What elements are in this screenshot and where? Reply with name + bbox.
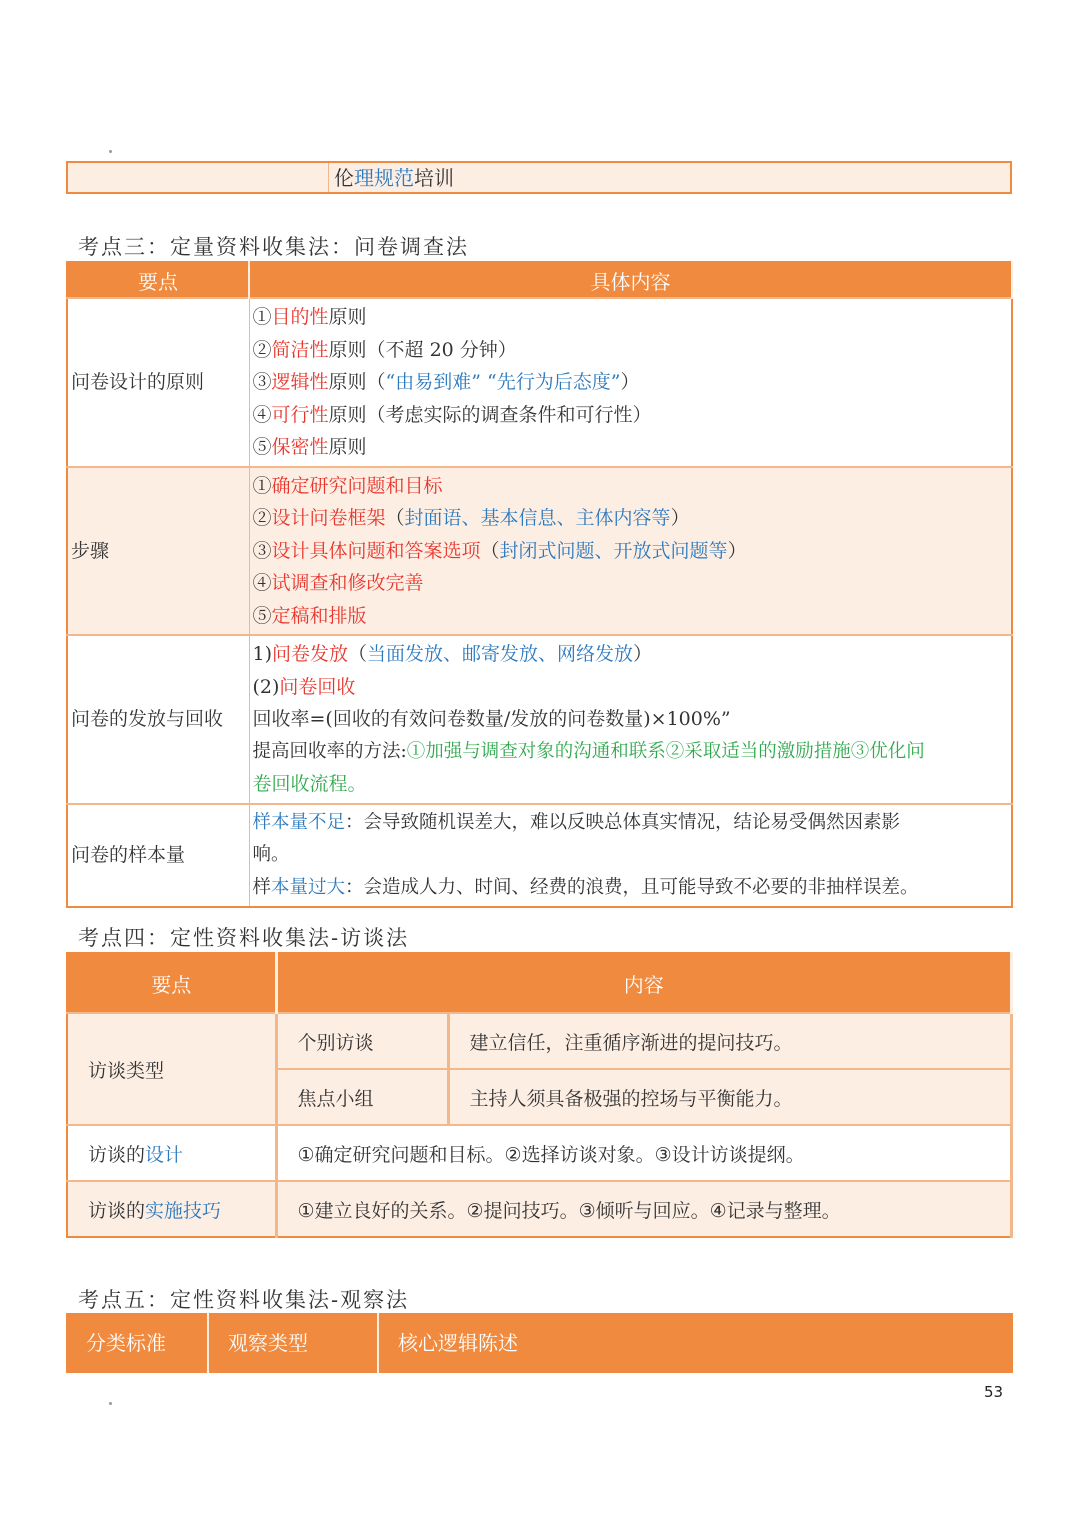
content-line: ②设计问卷框架（封面语、基本信息、主体内容等）	[252, 507, 690, 529]
section3-heading: 考点三：定量资料收集法：问卷调查法	[78, 235, 469, 259]
row-content	[249, 298, 1012, 467]
observation-table-header	[66, 1313, 1013, 1373]
row-key: 访谈的设计	[67, 1125, 276, 1181]
content-line: 1)问卷发放（当面发放、邮寄发放、网络发放）	[252, 643, 653, 665]
content-line: 样本量不足：会导致随机误差大，难以反映总体真实情况，结论易受偶然因素影	[252, 811, 901, 833]
row-key: 问卷的样本量	[67, 804, 249, 908]
content-line: ①目的性原则	[252, 306, 367, 328]
table-row	[67, 1013, 1012, 1069]
cell-text-highlight: 理规范	[354, 166, 414, 190]
content-line: ③设计具体问题和答案选项（封闭式问题、开放式问题等）	[252, 539, 747, 562]
col-header-logic: 核心逻辑陈述	[398, 1331, 518, 1355]
content-line: 卷回收流程。	[252, 773, 367, 795]
row-content	[249, 467, 1012, 636]
content-line: ①确定研究问题和目标	[252, 474, 443, 497]
content-line: ⑤定稿和排版	[252, 604, 367, 627]
content-line: ⑤保密性原则	[252, 436, 367, 458]
header-divider	[377, 1313, 379, 1373]
content-line: ④可行性原则（考虑实际的调查条件和可行性）	[252, 403, 652, 426]
prev-table-cell-text	[334, 166, 454, 190]
cell-text-part: 伦	[334, 166, 354, 190]
interview-table	[66, 952, 1013, 1238]
content-line: 回收率=(回收的有效问卷数量/发放的问卷数量)×100%”	[252, 708, 731, 730]
row-key: 步骤	[67, 467, 249, 636]
type-name: 个别访谈	[276, 1013, 448, 1069]
cell-text-part: 培训	[414, 166, 454, 190]
row-content: ①建立良好的关系。②提问技巧。③倾听与回应。④记录与整理。	[276, 1181, 1012, 1237]
content-line: 响。	[252, 844, 290, 865]
row-content	[249, 635, 1012, 804]
row-key: 访谈的实施技巧	[67, 1181, 276, 1237]
type-desc: 主持人须具备极强的控场与平衡能力。	[448, 1069, 1012, 1125]
content-line: 样本量过大：会造成人力、时间、经费的浪费，且可能导致不必要的非抽样误差。	[252, 876, 919, 898]
section5-heading: 考点五：定性资料收集法-观察法	[78, 1288, 410, 1312]
prev-table-last-row	[66, 161, 1012, 194]
row-key: 问卷设计的原则	[67, 298, 249, 467]
table-row	[67, 298, 1012, 467]
section4-heading: 考点四：定性资料收集法-访谈法	[78, 926, 410, 950]
content-line: (2)问卷回收	[252, 675, 356, 698]
top-dot-mark	[109, 150, 112, 153]
row-content	[249, 804, 1012, 908]
col-header-content: 具体内容	[249, 262, 1012, 298]
col-header-content: 内容	[276, 953, 1012, 1013]
content-line: 提高回收率的方法:①加强与调查对象的沟通和联系②采取适当的激励措施③优化问	[252, 740, 925, 762]
bottom-dot-mark	[109, 1402, 112, 1405]
prev-table-divider	[328, 163, 329, 192]
table-header-row	[67, 953, 1012, 1013]
table-row	[67, 804, 1012, 908]
header-divider	[207, 1313, 209, 1373]
content-line: ③逻辑性原则（“由易到难” “先行为后态度”）	[252, 371, 640, 393]
col-header-key: 要点	[67, 953, 276, 1013]
table-header-row	[67, 262, 1012, 298]
table-row	[67, 467, 1012, 636]
type-name: 焦点小组	[276, 1069, 448, 1125]
content-line: ④试调查和修改完善	[252, 572, 424, 594]
content-line: ②简洁性原则（不超 20 分钟）	[252, 338, 517, 361]
table-row	[67, 1125, 1012, 1181]
questionnaire-table	[66, 261, 1013, 908]
type-desc: 建立信任，注重循序渐进的提问技巧。	[448, 1013, 1012, 1069]
table-row	[67, 635, 1012, 804]
table-row	[67, 1181, 1012, 1237]
row-key: 问卷的发放与回收	[67, 635, 249, 804]
row-key: 访谈类型	[67, 1013, 276, 1125]
col-header-type: 观察类型	[228, 1331, 308, 1355]
col-header-key: 要点	[67, 262, 249, 298]
row-content: ①确定研究问题和目标。②选择访谈对象。③设计访谈提纲。	[276, 1125, 1012, 1181]
page-number: 53	[984, 1383, 1004, 1401]
col-header-category: 分类标准	[86, 1331, 166, 1355]
